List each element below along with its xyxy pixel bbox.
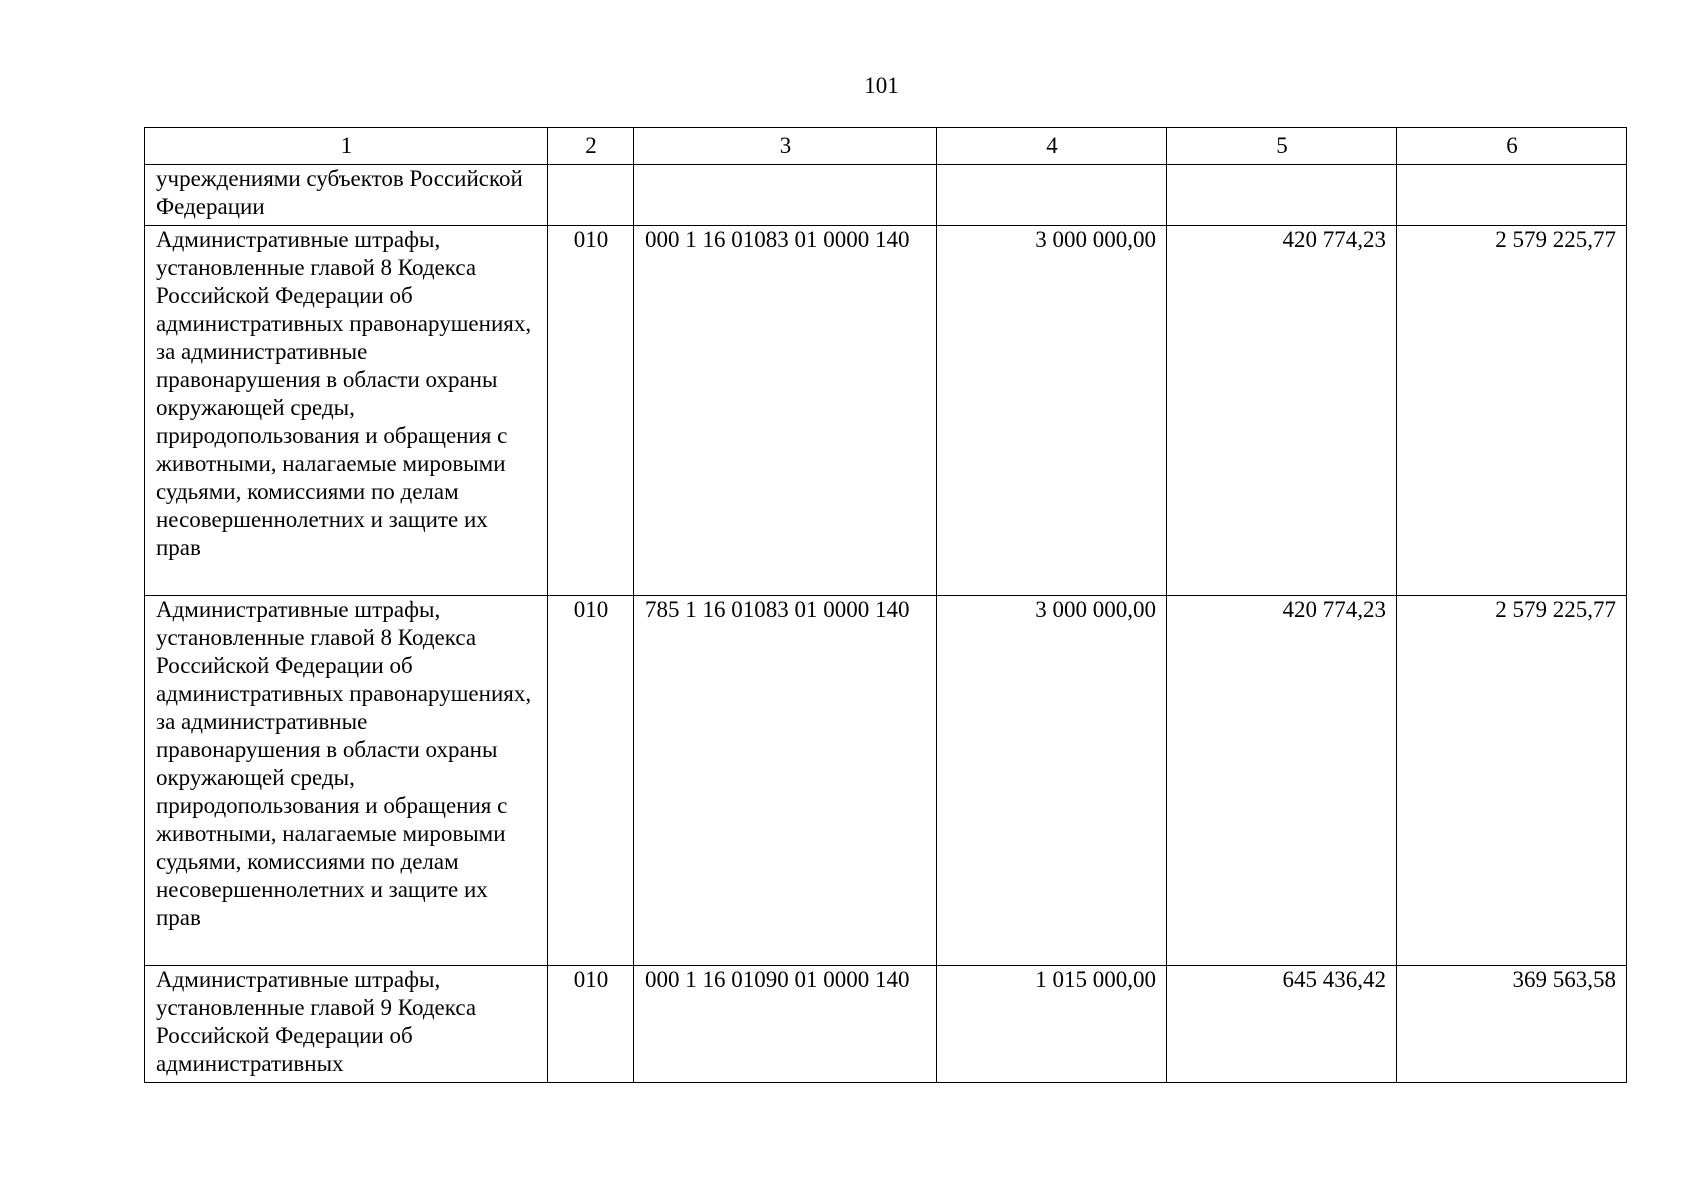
column-header-6: 6 (1397, 128, 1627, 165)
row-budget-code-cell: 000 1 16 01083 01 0000 140 (634, 226, 937, 596)
row-name-cell: Административные штрафы, установленные главой 8 Кодекса Российской Федерации об административных правонарушениях, за административные правонарушения в области охраны окружающей среды, природопользования и обращения с животными, налагаемые мировыми судьями, комиссиями по делам несовершеннолетних и защите их прав (145, 596, 548, 966)
row-unexecuted-cell: 2 579 225,77 (1397, 226, 1627, 596)
table-row (145, 966, 1627, 1083)
row-line-code-cell: 010 (548, 596, 634, 966)
row-approved-cell: 3 000 000,00 (937, 226, 1167, 596)
row-approved-cell: 3 000 000,00 (937, 596, 1167, 966)
row-unexecuted-cell (1397, 165, 1627, 226)
table-row (145, 165, 1627, 226)
row-executed-cell: 420 774,23 (1167, 596, 1397, 966)
row-executed-cell: 645 436,42 (1167, 966, 1397, 1083)
row-approved-cell: 1 015 000,00 (937, 966, 1167, 1083)
row-name-cell: Административные штрафы, установленные главой 9 Кодекса Российской Федерации об административных (145, 966, 548, 1083)
budget-execution-table (144, 127, 1627, 1083)
row-budget-code-cell: 785 1 16 01083 01 0000 140 (634, 596, 937, 966)
column-header-1: 1 (145, 128, 548, 165)
row-executed-cell (1167, 165, 1397, 226)
column-header-2: 2 (548, 128, 634, 165)
column-header-3: 3 (634, 128, 937, 165)
row-budget-code-cell (634, 165, 937, 226)
table-row (145, 226, 1627, 596)
row-name-cell: учреждениями субъектов Российской Федерации (145, 165, 548, 226)
column-header-4: 4 (937, 128, 1167, 165)
row-unexecuted-cell: 2 579 225,77 (1397, 596, 1627, 966)
row-name-cell: Административные штрафы, установленные главой 8 Кодекса Российской Федерации об административных правонарушениях, за административные правонарушения в области охраны окружающей среды, природопользования и обращения с животными, налагаемые мировыми судьями, комиссиями по делам несовершеннолетних и защите их прав (145, 226, 548, 596)
row-unexecuted-cell: 369 563,58 (1397, 966, 1627, 1083)
column-header-5: 5 (1167, 128, 1397, 165)
row-executed-cell: 420 774,23 (1167, 226, 1397, 596)
row-budget-code-cell: 000 1 16 01090 01 0000 140 (634, 966, 937, 1083)
page-number: 101 (864, 73, 899, 98)
row-line-code-cell: 010 (548, 226, 634, 596)
table-row (145, 596, 1627, 966)
column-number-row (145, 128, 1627, 165)
row-approved-cell (937, 165, 1167, 226)
row-line-code-cell (548, 165, 634, 226)
row-line-code-cell: 010 (548, 966, 634, 1083)
